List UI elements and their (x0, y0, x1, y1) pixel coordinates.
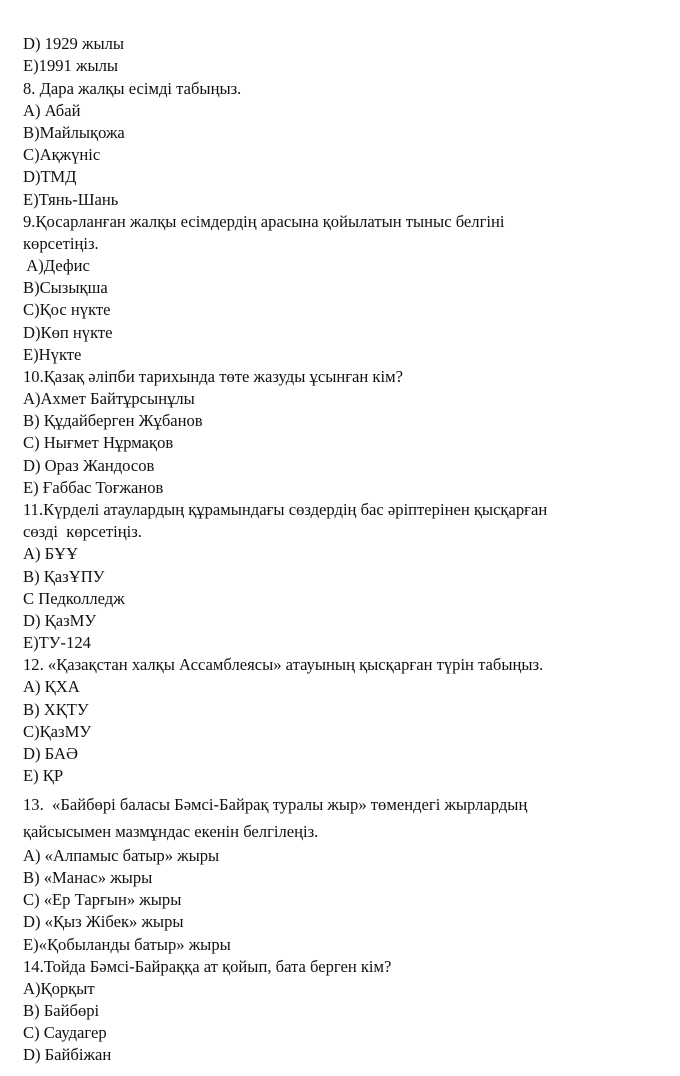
option-c-q14: C) Саудагер (23, 1023, 107, 1042)
question-9: 9.Қосарланған жалқы есімдердің арасына қойылатын тыныс белгіні (23, 212, 505, 231)
option-d-q13: D) «Қыз Жібек» жыры (23, 912, 184, 931)
option-e-q8: E)Тянь-Шань (23, 190, 119, 209)
option-e-q12: E) ҚР (23, 766, 64, 785)
option-a-q12: A) ҚХА (23, 677, 80, 696)
option-d-q12: D) БАӘ (23, 744, 78, 763)
option-e-q13: E)«Қобыланды батыр» жыры (23, 935, 231, 954)
option-b-q14: B) Байбөрі (23, 1001, 100, 1020)
option-c-q12: C)ҚазМУ (23, 722, 92, 741)
option-b-q9: B)Сызықша (23, 278, 108, 297)
option-b-q13: B) «Манас» жыры (23, 868, 153, 887)
option-d-q8: D)ТМД (23, 167, 77, 186)
option-d-q14: D) Байбіжан (23, 1045, 112, 1064)
option-a-q14: A)Қорқыт (23, 979, 95, 998)
option-e-q7: E)1991 жылы (23, 56, 119, 75)
option-c-q8: C)Ақжүніс (23, 145, 101, 164)
option-b-q11: B) ҚазҰПУ (23, 567, 105, 586)
option-a-q10: A)Ахмет Байтұрсынұлы (23, 389, 195, 408)
question-11-cont: сөзді көрсетіңіз. (23, 522, 142, 541)
option-e-q11: E)ТУ-124 (23, 633, 91, 652)
option-e-q10: E) Ғаббас Тоғжанов (23, 478, 164, 497)
option-a-q13: A) «Алпамыс батыр» жыры (23, 846, 220, 865)
question-9-cont: көрсетіңіз. (23, 234, 99, 253)
option-d-q9: D)Көп нүкте (23, 323, 113, 342)
option-d-q10: D) Ораз Жандосов (23, 456, 155, 475)
option-b-q8: B)Майлықожа (23, 123, 125, 142)
option-a-q9: A)Дефис (23, 256, 90, 275)
option-e-q9: E)Нүкте (23, 345, 82, 364)
question-14: 14.Тойда Бәмсі-Байраққа ат қойып, бата берген кім? (23, 957, 392, 976)
option-b-q10: B) Құдайберген Жұбанов (23, 411, 203, 430)
question-13: 13. «Байбөрі баласы Бәмсі-Байрақ туралы жыр» төмендегі жырлардың (23, 795, 528, 814)
question-13-cont: қайсысымен мазмұндас екенін белгілеңіз. (23, 822, 319, 841)
question-10: 10.Қазақ әліпби тарихында төте жазуды ұсынған кім? (23, 367, 403, 386)
option-a-q8: A) Абай (23, 101, 81, 120)
option-c-q10: C) Нығмет Нұрмақов (23, 433, 174, 452)
question-12: 12. «Қазақстан халқы Ассамблеясы» атауының қысқарған түрін табыңыз. (23, 655, 544, 674)
option-c-q9: C)Қос нүкте (23, 300, 111, 319)
option-c-q13: C) «Ер Тарғын» жыры (23, 890, 182, 909)
option-b-q12: B) ХҚТУ (23, 700, 89, 719)
question-8: 8. Дара жалқы есімді табыңыз. (23, 79, 242, 98)
option-c-q11: C Педколледж (23, 589, 125, 608)
option-d-q11: D) ҚазМУ (23, 611, 97, 630)
option-d-q7: D) 1929 жылы (23, 34, 125, 53)
option-a-q11: A) БҰҰ (23, 544, 79, 563)
question-11: 11.Күрделі атаулардың құрамындағы сөздердің бас әріптерінен қысқарған (23, 500, 548, 519)
